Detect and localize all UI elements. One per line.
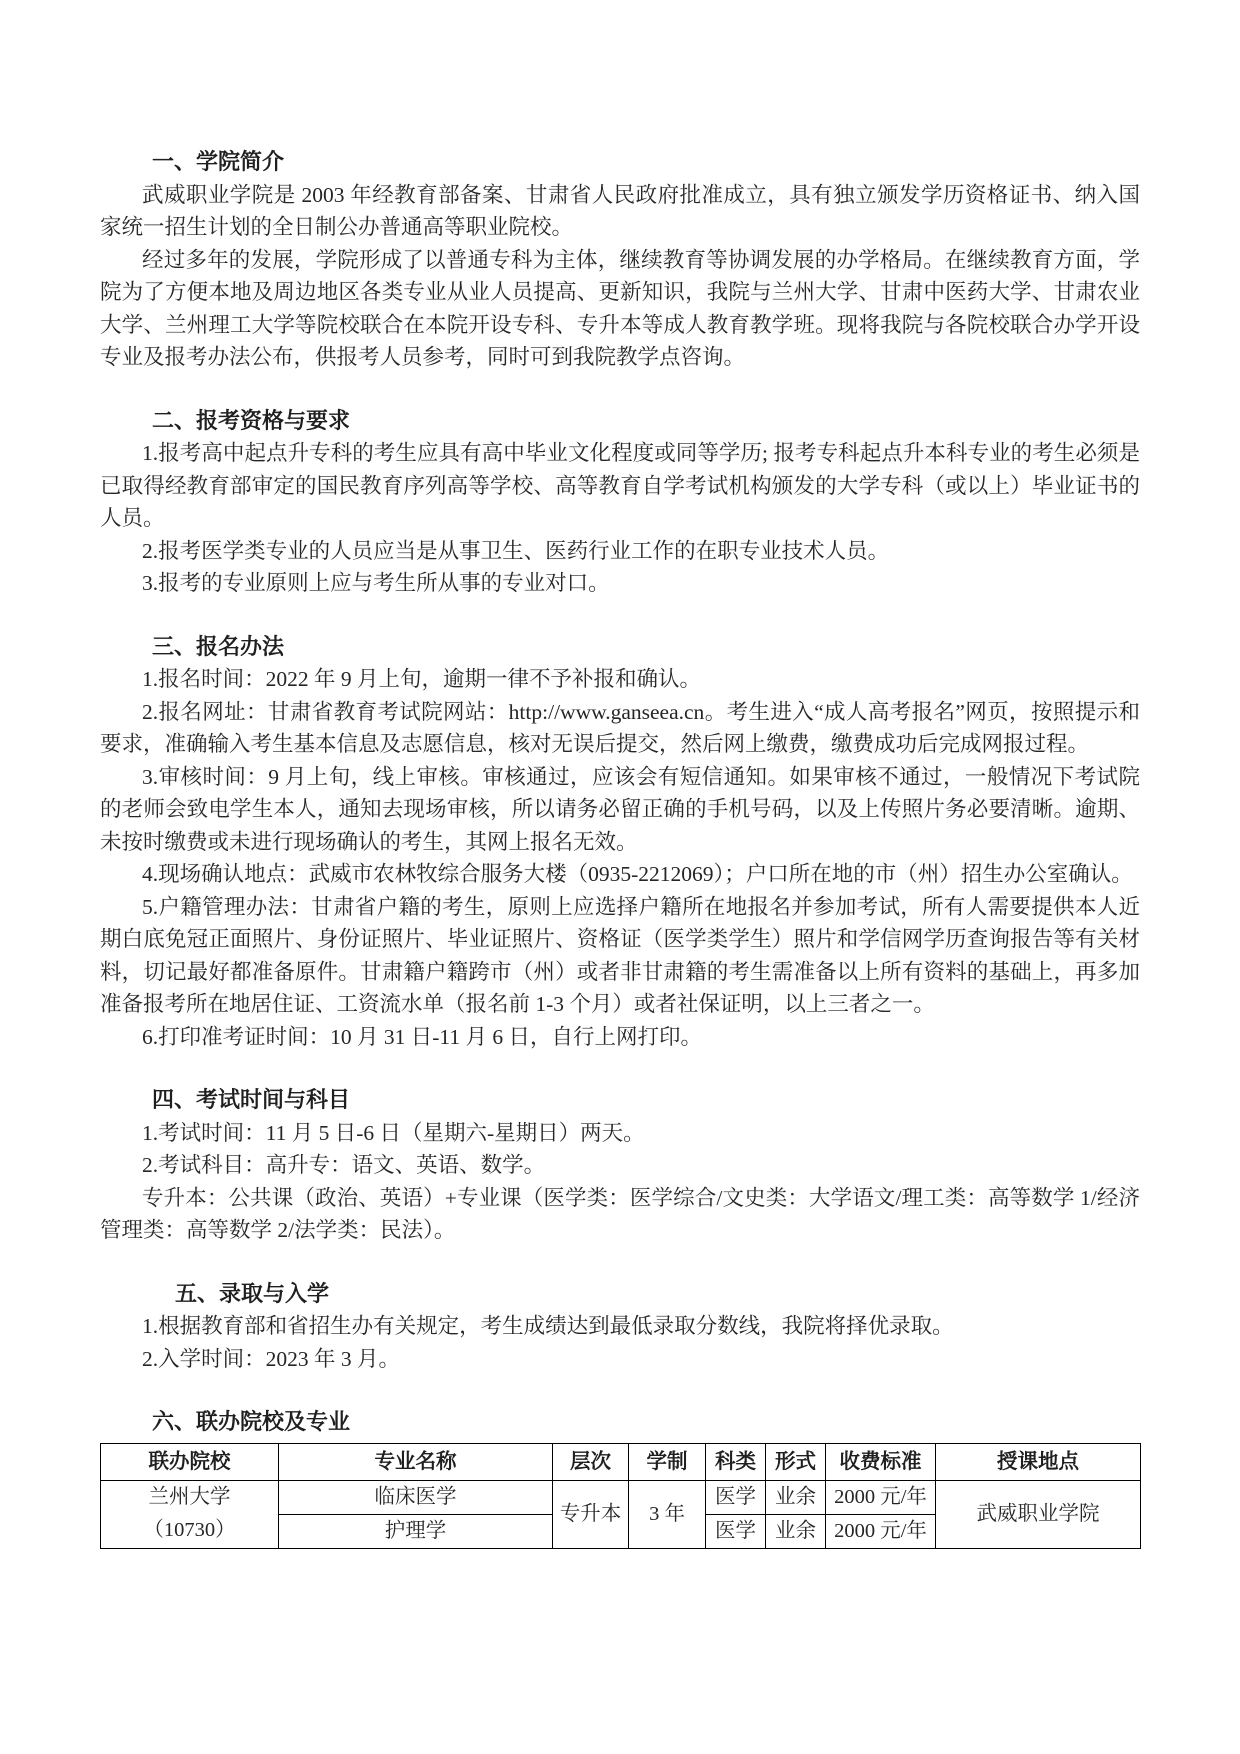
fee-cell: 2000 元/年 [826, 1514, 936, 1548]
col-header-fee: 收费标准 [826, 1443, 936, 1480]
fee-cell: 2000 元/年 [826, 1480, 936, 1514]
section-admission [100, 1278, 1140, 1376]
paragraph: 1.报名时间：2022 年 9 月上旬，逾期一律不予补报和确认。 [142, 667, 702, 691]
section-exam [100, 1084, 1140, 1247]
college-name: 兰州大学 [148, 1486, 231, 1508]
paragraph: 2.入学时间：2023 年 3 月。 [142, 1346, 401, 1371]
paragraph: 2.报考医学类专业的人员应当是从事卫生、医药行业工作的在职专业技术人员。 [142, 538, 890, 563]
paragraph: 2.考试科目：高升专：语文、英语、数学。 [142, 1153, 546, 1177]
section-registration [100, 631, 1140, 1054]
col-header-form: 形式 [766, 1443, 826, 1480]
table-row [101, 1480, 1141, 1514]
section-heading: 二、报考资格与要求 [152, 407, 351, 433]
section-eligibility [100, 405, 1140, 600]
college-code: （10730） [143, 1519, 236, 1541]
level-cell: 专升本 [553, 1480, 629, 1548]
college-cell [101, 1480, 279, 1548]
col-header-level: 层次 [553, 1443, 629, 1480]
paragraph: 1.报考高中起点升专科的考生应具有高中毕业文化程度或同等学历; 报考专科起点升本科专业的考生必须是已取得经教育部审定的国民教育序列高等学校、高等教育自学考试机构颁发的大学专科（或以上）毕业证书的人员。 [100, 441, 1140, 530]
paragraph: 经过多年的发展，学院形成了以普通专科为主体，继续教育等协调发展的办学格局。在继续教育方面，学院为了方便本地及周边地区各类专业从业人员提高、更新知识，我院与兰州大学、甘肃中医药大学、甘肃农业大学、兰州理工大学等院校联合在本院开设专科、专升本等成人教育教学班。现将我院与各院校联合办学开设专业及报考办法公布，供报考人员参考，同时可到我院教学点咨询。 [100, 247, 1140, 369]
paragraph: 3.审核时间：9 月上旬，线上审核。审核通过，应该会有短信通知。如果审核不通过，一般情况下考试院的老师会致电学生本人，通知去现场审核，所以请务必留正确的手机号码，以及上传照片务必要清晰。逾期、未按时缴费或未进行现场确认的考生，其网上报名无效。 [100, 764, 1140, 854]
major-cell: 临床医学 [279, 1480, 553, 1514]
table-header-row [101, 1443, 1141, 1480]
col-header-major: 专业名称 [279, 1443, 553, 1480]
paragraph: 武威职业学院是 2003 年经教育部备案、甘肃省人民政府批准成立，具有独立颁发学历资格证书、纳入国家统一招生计划的全日制公办普通高等职业院校。 [100, 182, 1140, 239]
col-header-category: 科类 [706, 1443, 766, 1480]
location-cell: 武威职业学院 [936, 1480, 1141, 1548]
paragraph: 4.现场确认地点：武威市农林牧综合服务大楼（0935-2212069）；户口所在地的市（州）招生办公室确认。 [142, 862, 1133, 886]
col-header-duration: 学制 [629, 1443, 706, 1480]
category-cell: 医学 [706, 1514, 766, 1548]
paragraph: 专升本：公共课（政治、英语）+专业课（医学类：医学综合/文史类：大学语文/理工类：高等数学 1/经济管理类：高等数学 2/法学类：民法）。 [100, 1185, 1140, 1242]
paragraph: 5.户籍管理办法：甘肃省户籍的考生，原则上应选择户籍所在地报名并参加考试，所有人需要提供本人近期白底免冠正面照片、身份证照片、毕业证照片、资格证（医学类学生）照片和学信网学历查询报告等有关材料，切记最好都准备原件。甘肃籍户籍跨市（州）或者非甘肃籍的考生需准备以上所有资料的基础上，再多加准备报考所在地居住证、工资流水单（报名前 1-3 个月）或者社保证明，以上三者之一。 [100, 894, 1140, 1016]
form-cell: 业余 [766, 1480, 826, 1514]
paragraph: 1.根据教育部和省招生办有关规定，考生成绩达到最低录取分数线，我院将择优录取。 [142, 1314, 954, 1338]
paragraph: 6.打印准考证时间：10 月 31 日-11 月 6 日，自行上网打印。 [142, 1024, 702, 1049]
programs-table [100, 1443, 1141, 1549]
section-heading: 六、联办院校及专业 [152, 1409, 351, 1434]
paragraph: 1.考试时间：11 月 5 日-6 日（星期六-星期日）两天。 [142, 1120, 645, 1145]
paragraph: 2.报名网址：甘肃省教育考试院网站：http://www.ganseea.cn。考生进入“成人高考报名”网页，按照提示和要求，准确输入考生基本信息及志愿信息，核对无误后提交，然后网上缴费，缴费成功后完成网报过程。 [100, 699, 1140, 756]
duration-cell: 3 年 [629, 1480, 706, 1548]
col-header-location: 授课地点 [936, 1443, 1141, 1480]
category-cell: 医学 [706, 1480, 766, 1514]
section-heading: 三、报名办法 [152, 633, 285, 659]
col-header-college: 联办院校 [101, 1443, 279, 1480]
major-cell: 护理学 [279, 1514, 553, 1548]
section-heading: 五、录取与入学 [175, 1280, 330, 1306]
section-college-intro [100, 146, 1140, 374]
section-programs [100, 1406, 1140, 1549]
section-heading: 一、学院简介 [152, 149, 285, 174]
paragraph: 3.报考的专业原则上应与考生所从事的专业对口。 [142, 571, 610, 595]
section-heading: 四、考试时间与科目 [152, 1087, 351, 1112]
form-cell: 业余 [766, 1514, 826, 1548]
